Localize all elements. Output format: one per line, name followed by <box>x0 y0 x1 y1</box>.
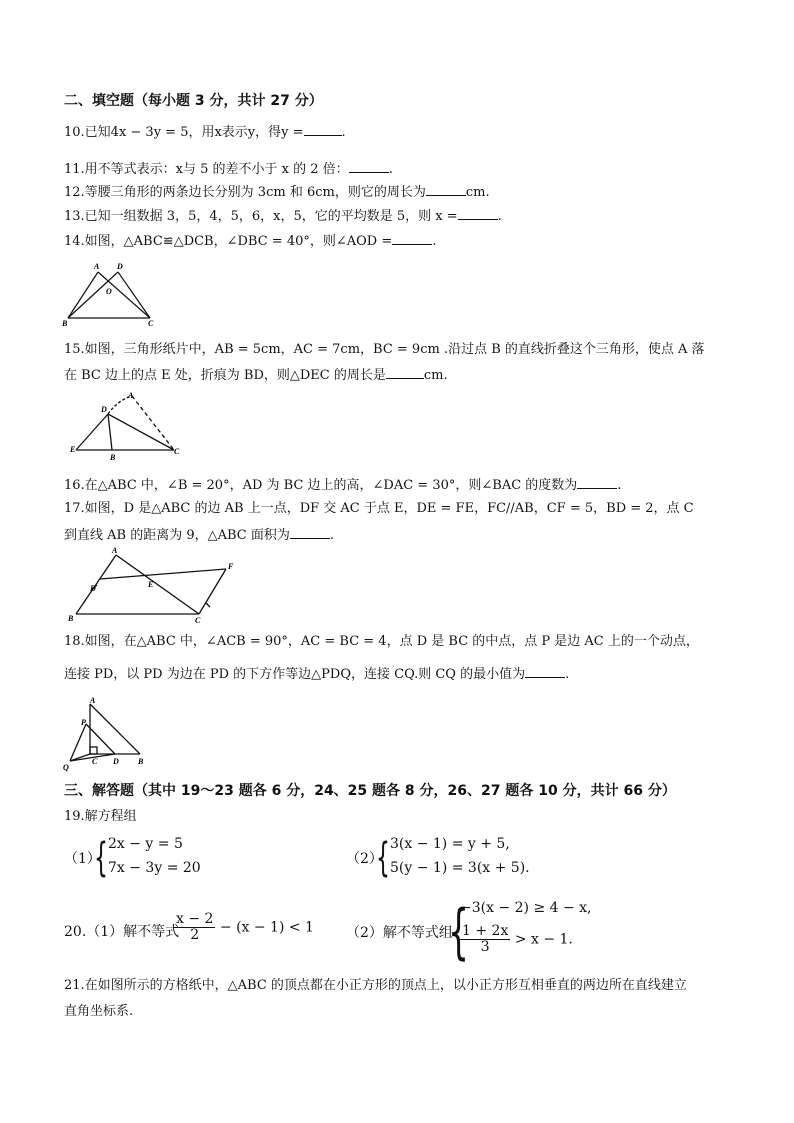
question-20-part-1-rest: − (x − 1) < 1 <box>219 919 314 936</box>
question-16-end: . <box>617 478 622 493</box>
figure-14-label-o: O <box>106 287 112 296</box>
figure-17-label-a: A <box>112 546 118 555</box>
question-14-end: . <box>432 234 437 249</box>
question-19-part-2-label: （2） <box>346 851 383 867</box>
figure-18-label-d: D <box>113 757 119 766</box>
figure-17-label-d: D <box>90 584 96 593</box>
question-20-part-1-numerator: x − 2 <box>176 911 214 927</box>
question-19-part-2 <box>346 836 566 882</box>
figure-18-label-c: C <box>92 757 98 766</box>
question-20-part-1 <box>64 910 324 950</box>
question-20-part-1-denominator: 2 <box>190 927 200 943</box>
figure-15-label-d: D <box>101 405 107 414</box>
question-13 <box>64 207 502 226</box>
question-19-part-2-eq-2: 5(y − 1) = 3(x + 5). <box>390 860 530 876</box>
question-21-line-2: 直角坐标系. <box>64 1004 134 1019</box>
question-19-part-2-brace: { <box>376 835 390 881</box>
question-11-end: . <box>388 162 393 177</box>
answer-blank-15[interactable] <box>386 366 424 379</box>
question-18-text: 连接 PD，以 PD 为边在 PD 的下方作等边△PDQ，连接 CQ.则 CQ 的最小值为 <box>64 667 526 682</box>
figure-18-label-a: A <box>90 696 96 705</box>
answer-blank-17[interactable] <box>290 526 330 539</box>
answer-blank-13[interactable] <box>458 207 498 220</box>
question-20-part-2-eq-1: −3(x − 2) ≥ 4 − x, <box>460 900 592 916</box>
question-12-text: 12.等腰三角形的两条边长分别为 3cm 和 6cm，则它的周长为 <box>64 185 426 200</box>
question-18-line-2 <box>64 665 569 684</box>
question-20-part-2-rest: > x − 1. <box>514 931 573 948</box>
figure-17-label-e: E <box>148 580 154 589</box>
question-20-part-1-expr <box>174 912 314 943</box>
question-17-text: 到直线 AB 的距离为 9，△ABC 面积为 <box>64 528 290 543</box>
answer-blank-16[interactable] <box>577 476 617 489</box>
figure-17-label-c: C <box>195 616 201 625</box>
answer-blank-11[interactable] <box>349 160 389 173</box>
section-heading-fill-in: 二、填空题（每小题 3 分，共计 27 分） <box>64 93 323 109</box>
question-14 <box>64 232 436 251</box>
question-18-end: . <box>565 667 570 682</box>
figure-17-label-b: B <box>68 614 74 623</box>
question-19-part-1-label: （1） <box>64 851 101 867</box>
question-20-part-2-denominator: 3 <box>480 939 490 955</box>
answer-blank-18[interactable] <box>525 665 565 678</box>
figure-14-label-b: B <box>62 319 68 328</box>
question-10-end: . <box>341 125 346 140</box>
question-17-end: . <box>329 528 335 543</box>
question-15-text: 在 BC 边上的点 E 处，折痕为 BD，则△DEC 的周长是 <box>64 368 386 383</box>
figure-14-label-d: D <box>117 262 123 271</box>
question-21-line-1: 21.在如图所示的方格纸中，△ABC 的顶点都在小正方形的顶点上，以小正方形互相垂直的两边所在直线建立 <box>64 978 687 993</box>
figure-15-folded-triangle <box>70 390 185 462</box>
question-20-part-1-fraction <box>174 912 215 943</box>
question-12 <box>64 183 490 202</box>
question-20-part-2 <box>346 897 606 967</box>
question-15-end: cm. <box>423 368 448 383</box>
question-16 <box>64 476 621 495</box>
section-heading-solutions: 三、解答题（其中 19～23 题各 6 分，24、25 题各 8 分，26、27 题各 10 分，共计 66 分） <box>64 783 676 799</box>
figure-18-label-q: Q <box>63 763 69 772</box>
question-15-line-1: 15.如图，三角形纸片中，AB = 5cm，AC = 7cm，BC = 9cm .沿过点 B 的直线折叠这个三角形，使点 A 落 <box>64 342 705 357</box>
question-19-part-1-brace: { <box>94 835 108 881</box>
figure-18-right-triangle <box>60 694 150 774</box>
question-20-part-2-numerator: 1 + 2x <box>462 923 509 939</box>
question-14-text: 14.如图，△ABC≌△DCB，∠DBC = 40°，则∠AOD = <box>64 234 393 249</box>
question-16-text: 16.在△ABC 中，∠B = 20°，AD 为 BC 边上的高，∠DAC = 30°，则∠BAC 的度数为 <box>64 478 578 493</box>
figure-15-label-a: A <box>128 391 134 400</box>
figure-14-label-a: A <box>94 262 100 271</box>
question-20-part-1-label: 20.（1）解不等式 <box>64 924 180 940</box>
question-19-part-2-eq-1: 3(x − 1) = y + 5, <box>390 836 510 852</box>
question-12-end: cm. <box>465 185 490 200</box>
question-11 <box>64 160 393 179</box>
figure-15-label-e: E <box>70 445 76 454</box>
figure-15-label-c: C <box>174 447 180 456</box>
question-19-part-1-eq-2: 7x − 3y = 20 <box>108 860 201 876</box>
question-20-part-2-expr <box>460 924 573 955</box>
question-13-end: . <box>497 209 502 224</box>
figure-17-label-f: F <box>228 562 234 571</box>
question-17-line-1: 17.如图，D 是△ABC 的边 AB 上一点，DF 交 AC 于点 E，DE = FE，FC//AB，CF = 5，BD = 2，点 C <box>64 501 694 516</box>
answer-blank-10[interactable] <box>304 123 342 136</box>
question-18-line-1: 18.如图，在△ABC 中，∠ACB = 90°，AC = BC = 4，点 D 是 BC 的中点，点 P 是边 AC 上的一个动点， <box>64 634 699 649</box>
question-11-text: 11.用不等式表示：x与 5 的差不小于 x 的 2 倍： <box>64 162 349 177</box>
figure-18-label-p: P <box>81 718 86 727</box>
question-10-text: 10.已知4x − 3y = 5，用x表示y，得y = <box>64 125 304 140</box>
question-10 <box>64 123 346 142</box>
figure-17-triangle <box>64 545 244 625</box>
figure-15-label-b: B <box>110 453 116 462</box>
answer-blank-14[interactable] <box>392 232 432 245</box>
figure-18-label-b: B <box>138 757 144 766</box>
question-19-part-1 <box>64 836 264 882</box>
question-20-part-2-label: （2）解不等式组 <box>346 925 453 941</box>
question-20-part-2-fraction <box>460 924 510 955</box>
question-19-title: 19.解方程组 <box>64 809 137 824</box>
question-20-part-2-brace: { <box>448 897 470 967</box>
answer-blank-12[interactable] <box>426 183 466 196</box>
question-15-line-2 <box>64 366 448 385</box>
figure-14-label-c: C <box>148 319 154 328</box>
question-17-line-2 <box>64 526 334 545</box>
figure-14-triangles <box>60 260 160 330</box>
question-19-part-1-eq-1: 2x − y = 5 <box>108 836 183 852</box>
question-13-text: 13.已知一组数据 3，5，4，5，6，x，5，它的平均数是 5，则 x = <box>64 209 458 224</box>
